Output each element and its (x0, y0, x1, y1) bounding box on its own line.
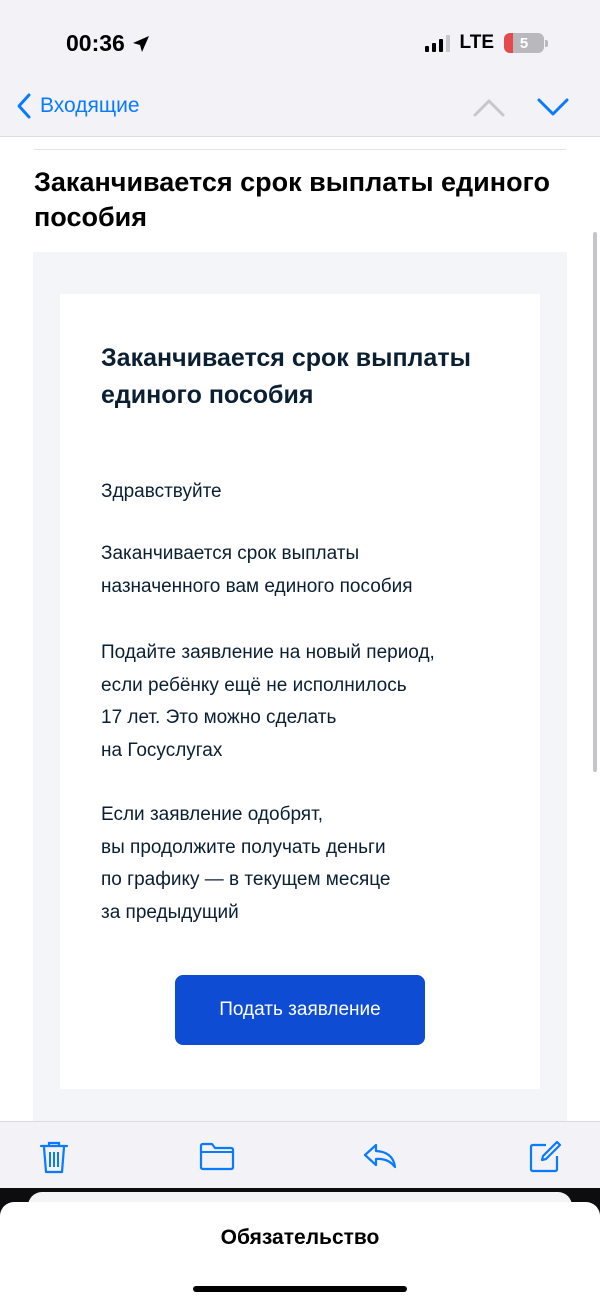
bottom-sheet[interactable] (0, 1202, 600, 1303)
email-paragraph-2: Подайте заявление на новый период, если ребёнку ещё не исполнилось 17 лет. Это можно сделать на Госуслугах (101, 642, 435, 761)
cellular-signal-icon (425, 35, 450, 52)
previous-message-button[interactable] (472, 92, 506, 127)
chevron-up-icon (472, 92, 506, 122)
network-type: LTE (459, 32, 494, 53)
trash-button[interactable] (39, 1140, 69, 1179)
back-button[interactable] (16, 92, 140, 120)
email-greeting: Здравствуйте (101, 481, 222, 502)
email-body (33, 252, 567, 1132)
email-card-title: Заканчивается срок выплаты единого пособия (101, 344, 471, 409)
email-card (60, 294, 540, 1089)
mail-toolbar (0, 1121, 600, 1190)
folder-icon (199, 1140, 235, 1172)
compose-icon (528, 1140, 562, 1174)
email-subject: Заканчивается срок выплаты единого пособия (34, 167, 550, 232)
status-indicators (425, 32, 548, 54)
nav-bar (0, 80, 600, 137)
compose-button[interactable] (528, 1140, 562, 1179)
chevron-left-icon (16, 92, 32, 120)
header-divider (34, 149, 566, 150)
chevron-down-icon (536, 92, 570, 122)
email-paragraph-1: Заканчивается срок выплаты назначенного вам единого пособия (101, 543, 413, 597)
scrollbar[interactable] (593, 232, 597, 772)
submit-application-button[interactable]: Подать заявление (175, 975, 425, 1045)
location-arrow-icon (131, 34, 151, 54)
battery-icon (504, 33, 548, 53)
email-paragraph-3: Если заявление одобрят, вы продолжите получать деньги по графику — в текущем месяце за предыдущий (101, 804, 391, 923)
battery-level: 5 (519, 34, 529, 52)
next-message-button[interactable] (536, 92, 570, 127)
move-to-folder-button[interactable] (199, 1140, 235, 1177)
reply-button[interactable] (362, 1140, 398, 1177)
bottom-sheet-title: Обязательство (220, 1226, 380, 1249)
status-time: 00:36 (66, 30, 125, 56)
reply-icon (362, 1140, 398, 1172)
trash-icon (39, 1140, 69, 1174)
home-indicator[interactable] (193, 1286, 407, 1292)
status-time-group (66, 30, 151, 57)
status-bar (0, 0, 600, 80)
back-button-label: Входящие (40, 94, 140, 117)
